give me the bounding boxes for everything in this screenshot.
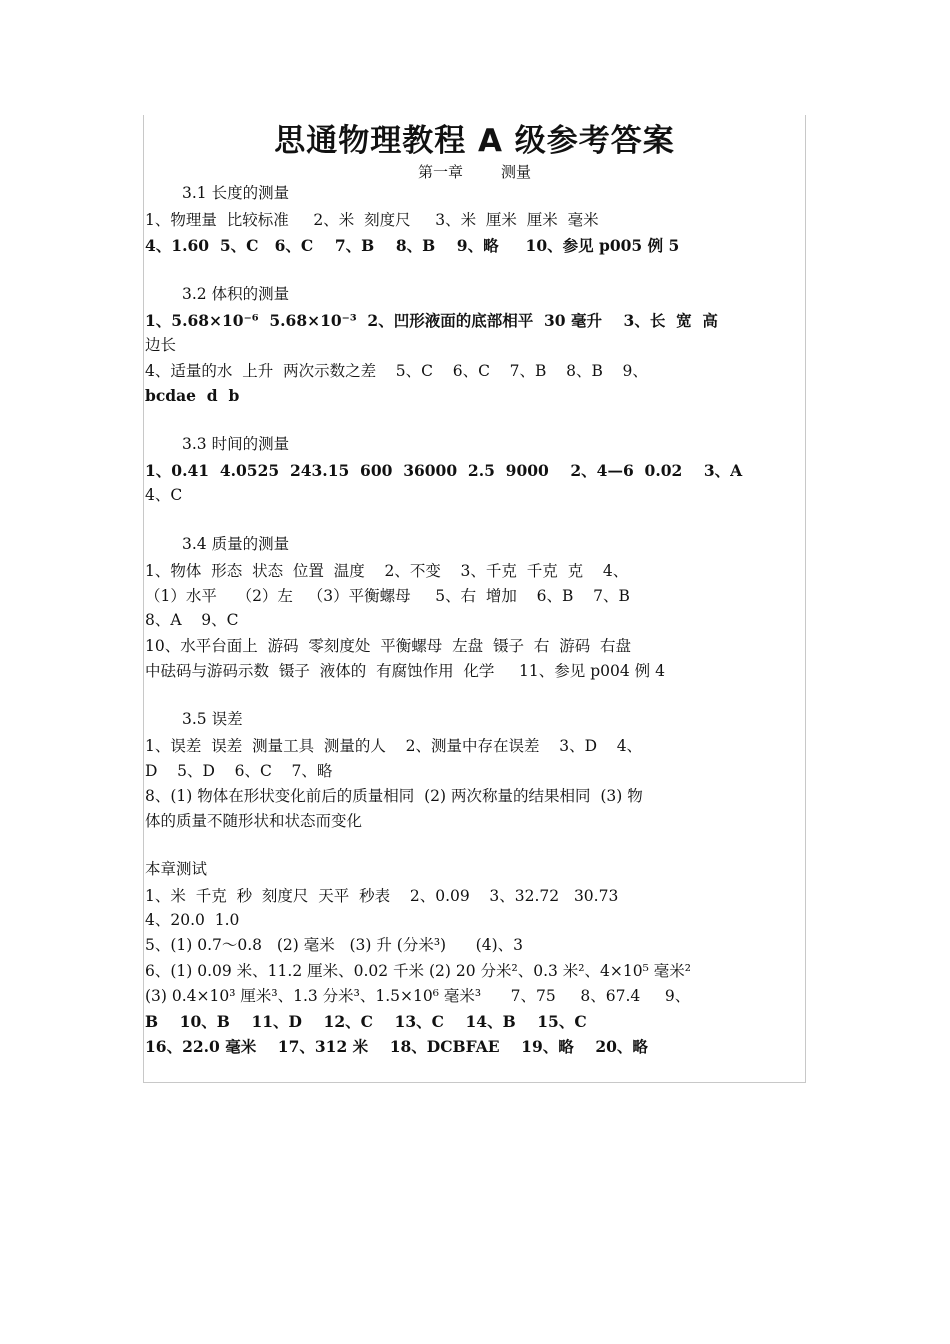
answer-line: 8、A 9、C	[145, 611, 239, 629]
answer-line: 4、C	[145, 486, 183, 504]
answer-line: 8、(1) 物体在形状变化前后的质量相同 (2) 两次称量的结果相同 (3) 物	[145, 787, 643, 805]
section-heading: 3.1 长度的测量	[182, 184, 290, 202]
answer-line: 1、5.68×10⁻⁶ 5.68×10⁻³ 2、凹形液面的底部相平 30 毫升 3、长 宽 高	[145, 311, 718, 330]
section-heading: 3.2 体积的测量	[182, 285, 290, 303]
section-heading: 3.4 质量的测量	[182, 535, 290, 553]
answer-line: 体的质量不随形状和状态而变化	[145, 812, 363, 830]
answer-line: 1、物体 形态 状态 位置 温度 2、不变 3、千克 千克 克 4、	[145, 562, 629, 580]
answer-line: 4、1.60 5、C 6、C 7、B 8、B 9、略 10、参见 p005 例 5	[145, 236, 680, 255]
answer-sheet	[143, 115, 806, 1083]
answer-line: 6、(1) 0.09 米、11.2 厘米、0.02 千米 (2) 20 分米²、0.3 米²、4×10⁵ 毫米²	[145, 962, 691, 980]
answer-line: 4、适量的水 上升 两次示数之差 5、C 6、C 7、B 8、B 9、	[145, 362, 648, 380]
answer-line: 本章测试	[145, 860, 208, 878]
answer-line: 1、误差 误差 测量工具 测量的人 2、测量中存在误差 3、D 4、	[145, 737, 643, 755]
answer-line: bcdae d b	[145, 386, 240, 405]
document-title: 思通物理教程 A 级参考答案	[274, 123, 675, 159]
chapter-heading	[144, 161, 805, 182]
answer-line: 1、物理量 比较标准 2、米 刻度尺 3、米 厘米 厘米 毫米	[145, 211, 599, 229]
section-heading: 3.5 误差	[182, 710, 243, 728]
answer-line: (3) 0.4×10³ 厘米³、1.3 分米³、1.5×10⁶ 毫米³ 7、75 8、67.4 9、	[145, 987, 691, 1005]
chapter-label: 第一章	[417, 163, 463, 181]
answer-line: 1、米 千克 秒 刻度尺 天平 秒表 2、0.09 3、32.72 30.73	[145, 887, 619, 905]
answer-line: 16、22.0 毫米 17、312 米 18、DCBFAE 19、略 20、略	[145, 1037, 648, 1056]
answer-line: 10、水平台面上 游码 零刻度处 平衡螺母 左盘 镊子 右 游码 右盘	[145, 637, 632, 655]
answer-line: B 10、B 11、D 12、C 13、C 14、B 15、C	[145, 1012, 587, 1031]
answer-line: （1）水平 （2）左 （3）平衡螺母 5、右 增加 6、B 7、B	[145, 587, 630, 605]
answer-line: 边长	[145, 336, 177, 354]
chapter-name: 测量	[501, 163, 532, 181]
section-heading: 3.3 时间的测量	[182, 435, 290, 453]
answer-line: D 5、D 6、C 7、略	[145, 762, 333, 780]
answer-line: 中砝码与游码示数 镊子 液体的 有腐蚀作用 化学 11、参见 p004 例 4	[145, 662, 665, 680]
answer-line: 4、20.0 1.0	[145, 911, 240, 929]
answer-line: 1、0.41 4.0525 243.15 600 36000 2.5 9000 2、4—6 0.02 3、A	[145, 461, 743, 480]
answer-line: 5、(1) 0.7～0.8 (2) 毫米 (3) 升 (分米³) (4)、3	[145, 936, 523, 954]
